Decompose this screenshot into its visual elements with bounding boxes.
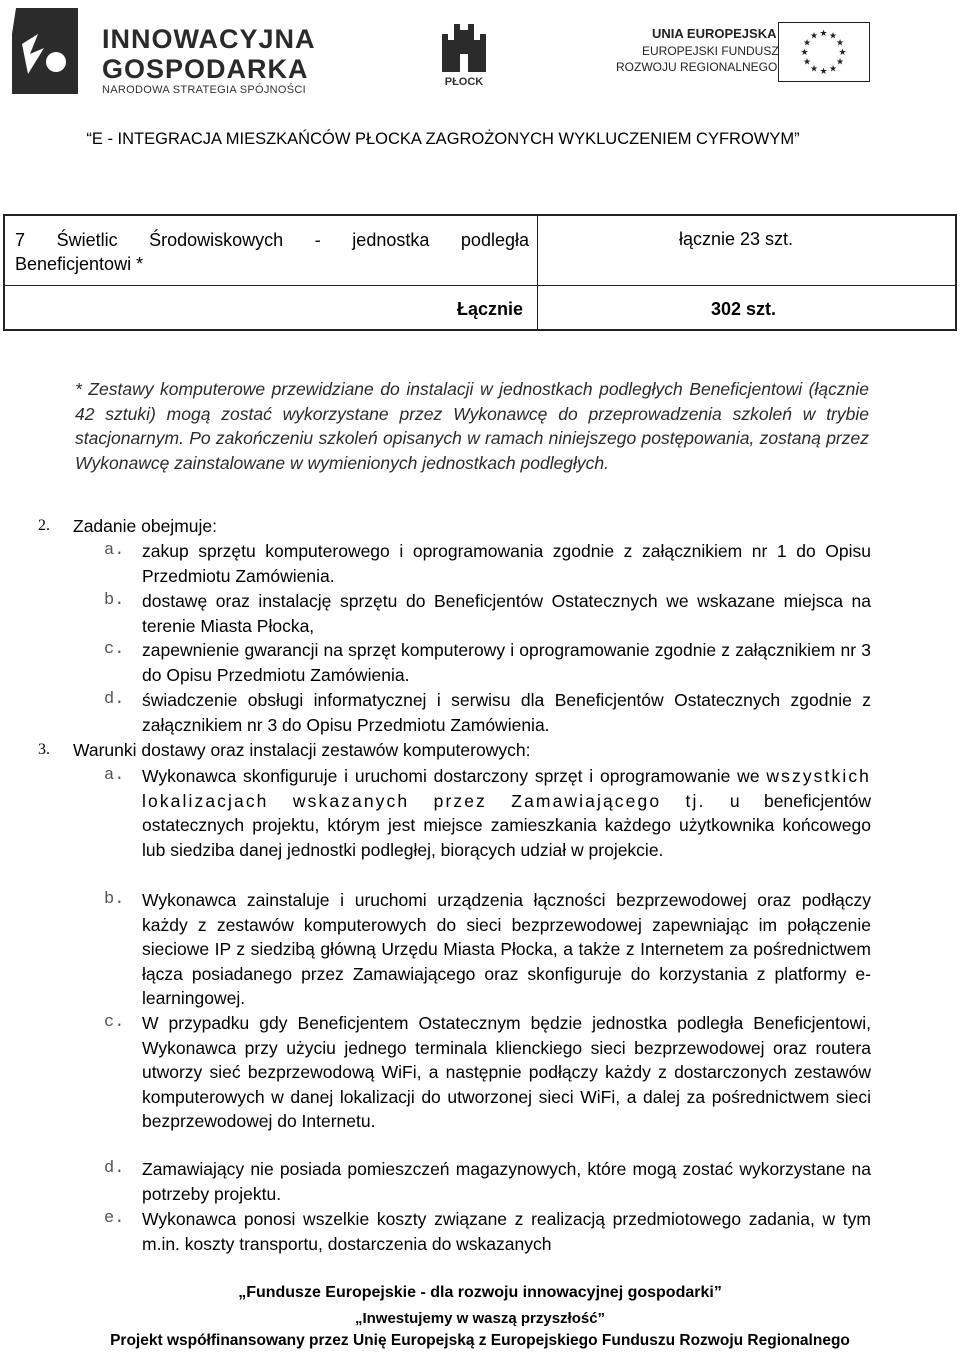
svg-text:★: ★ [800,48,809,58]
plock-logo [436,20,492,90]
section-heading: Warunki dostawy oraz instalacji zestawów komputerowych: [73,740,531,760]
innowacyjna-gospodarka-logo [8,4,328,96]
footer-line3: Projekt współfinansowany przez Unię Europejską z Europejskiego Funduszu Rozwoju Regionalnego [110,1332,850,1349]
svg-text:★: ★ [802,38,812,49]
document-title: “E - INTEGRACJA MIESZKAŃCÓW PŁOCKA ZAGROŻONYCH WYKLUCZENIEM CYFROWYM” [86,130,800,148]
table-cell-location-line2: Beneficjentowi * [15,254,144,274]
list-marker: e. [104,1209,125,1228]
table-cell-location [15,228,529,276]
plock-castle-icon [436,20,492,74]
list-marker: c. [104,640,125,659]
section-number: 2. [38,517,50,534]
list-item-rest: beneficjentów ostatecznych projektu, którym jest miejsce zamieszkania każdego użytkownika końcowego lub siedziba danej jednostki podległej, biorących udział w projekcie. [142,790,871,860]
eu-logo [612,22,872,82]
svg-text:★: ★ [802,57,812,68]
quantity-table [3,214,957,331]
list-marker: b. [104,591,125,610]
list-item: dostawę oraz instalację sprzętu do Beneficjentów Ostatecznych we wskazane miejsca na terenie Miasta Płocka, [142,591,871,636]
table-cell-quantity: łącznie 23 szt. [679,229,794,249]
ig-subtitle: NARODOWA STRATEGIA SPÓJNOŚCI [102,84,306,96]
list-item [142,764,871,862]
svg-text:★: ★ [828,31,838,42]
list-item: Zamawiający nie posiada pomieszczeń magazynowych, które mogą zostać wykorzystane na potrzeby projektu. [142,1159,871,1204]
list-marker: b. [104,890,125,909]
footer-line1: „Fundusze Europejskie - dla rozwoju innowacyjnej gospodarki” [238,1284,722,1301]
list-item: zakup sprzętu komputerowego i oprogramowania zgodnie z załącznikiem nr 1 do Opisu Przedmiotu Zamówienia. [142,541,871,586]
list-item-line1: Wykonawca skonfiguruje i uruchomi dostarczony sprzęt i oprogramowanie we [142,766,760,786]
section-number: 3. [38,741,50,758]
table-total-quantity: 302 szt. [711,299,777,319]
list-marker: d. [104,690,125,709]
list-marker: c. [104,1013,125,1032]
svg-text:★: ★ [835,57,845,68]
list-item: świadczenie obsługi informatycznej i serwisu dla Beneficjentów Ostatecznych zgodnie z załącznikiem nr 3 do Opisu Przedmiotu Zamówienia. [142,690,871,735]
list-item: Wykonawca ponosi wszelkie koszty związane z realizacją przedmiotowego zadania, w tym m.in. koszty transportu, dostarczenia do wskazanych [142,1209,871,1254]
list-marker: a. [104,766,125,785]
svg-text:★: ★ [819,29,828,39]
eu-line3: ROZWOJU REGIONALNEGO [616,60,778,74]
footnote-paragraph: * Zestawy komputerowe przewidziane do instalacji w jednostkach podległych Beneficjentowi (łącznie 42 sztuki) mogą zostać wykorzystane przez Wykonawcę do przeprowadzenia szkoleń w trybie stacjonarnym. Po zakończeniu szkoleń opisanych w ramach niniejszego postępowania, zostaną przez Wykonawcę zainstalowane w wymienionych jednostkach podległych. [75,379,869,473]
table-cell-location-line1: 7 Świetlic Środowiskowych - jednostka podległa [15,230,529,250]
ig-title-line2: GOSPODARKA [102,54,309,84]
table-divider-horizontal [5,285,955,286]
ig-emblem-icon [8,4,80,96]
table-total-label: Łącznie [456,299,523,319]
list-marker: d. [104,1159,125,1178]
list-item-line2: wszystkich lokalizacjach wskazanych przez Zamawiającego tj. u [142,766,871,811]
eu-flag-icon [778,22,870,82]
svg-text:★: ★ [835,38,845,49]
eu-line2: EUROPEJSKI FUNDUSZ [642,44,779,58]
svg-text:★: ★ [809,64,819,75]
list-item: Wykonawca zainstaluje i uruchomi urządzenia łączności bezprzewodowej oraz podłączy każdy z zestawów komputerowych do sieci bezprzewodowej zapewniając im połączenie sieciowe IP z siedzibą główną Urzędu Miasta Płocka, a także z Internetem za pośrednictwem łącza posiadanego przez Zamawiającego oraz skonfiguruje do korzystania z platformy e-learningowej. [142,890,871,1008]
footer-line2: „Inwestujemy w waszą przyszłość” [354,1310,606,1327]
svg-text:★: ★ [809,31,819,42]
svg-text:★: ★ [838,48,847,58]
plock-label: PŁOCK [444,76,484,88]
eu-line1: UNIA EUROPEJSKA [652,26,777,41]
ig-title-line1: INNOWACYJNA [102,24,316,54]
section-heading: Zadanie obejmuje: [73,516,217,536]
table-divider-vertical [537,216,538,329]
svg-text:★: ★ [828,64,838,75]
list-item: W przypadku gdy Beneficjentem Ostatecznym będzie jednostka podległa Beneficjentowi, Wykonawca przy użyciu jednego terminala klienckiego sieci bezprzewodowej oraz routera utworzy sieć bezprzewodową WiFi, a następnie podłączy każdy z dostarczonych zestawów komputerowych w danej lokalizacji do utworzonej sieci WiFi, a dalej za pośrednictwem sieci bezprzewodowej do Internetu. [142,1013,871,1131]
svg-text:★: ★ [819,67,828,77]
list-marker: a. [104,541,125,560]
list-item: zapewnienie gwarancji na sprzęt komputerowy i oprogramowanie zgodnie z załącznikiem nr 3 do Opisu Przedmiotu Zamówienia. [142,640,871,685]
